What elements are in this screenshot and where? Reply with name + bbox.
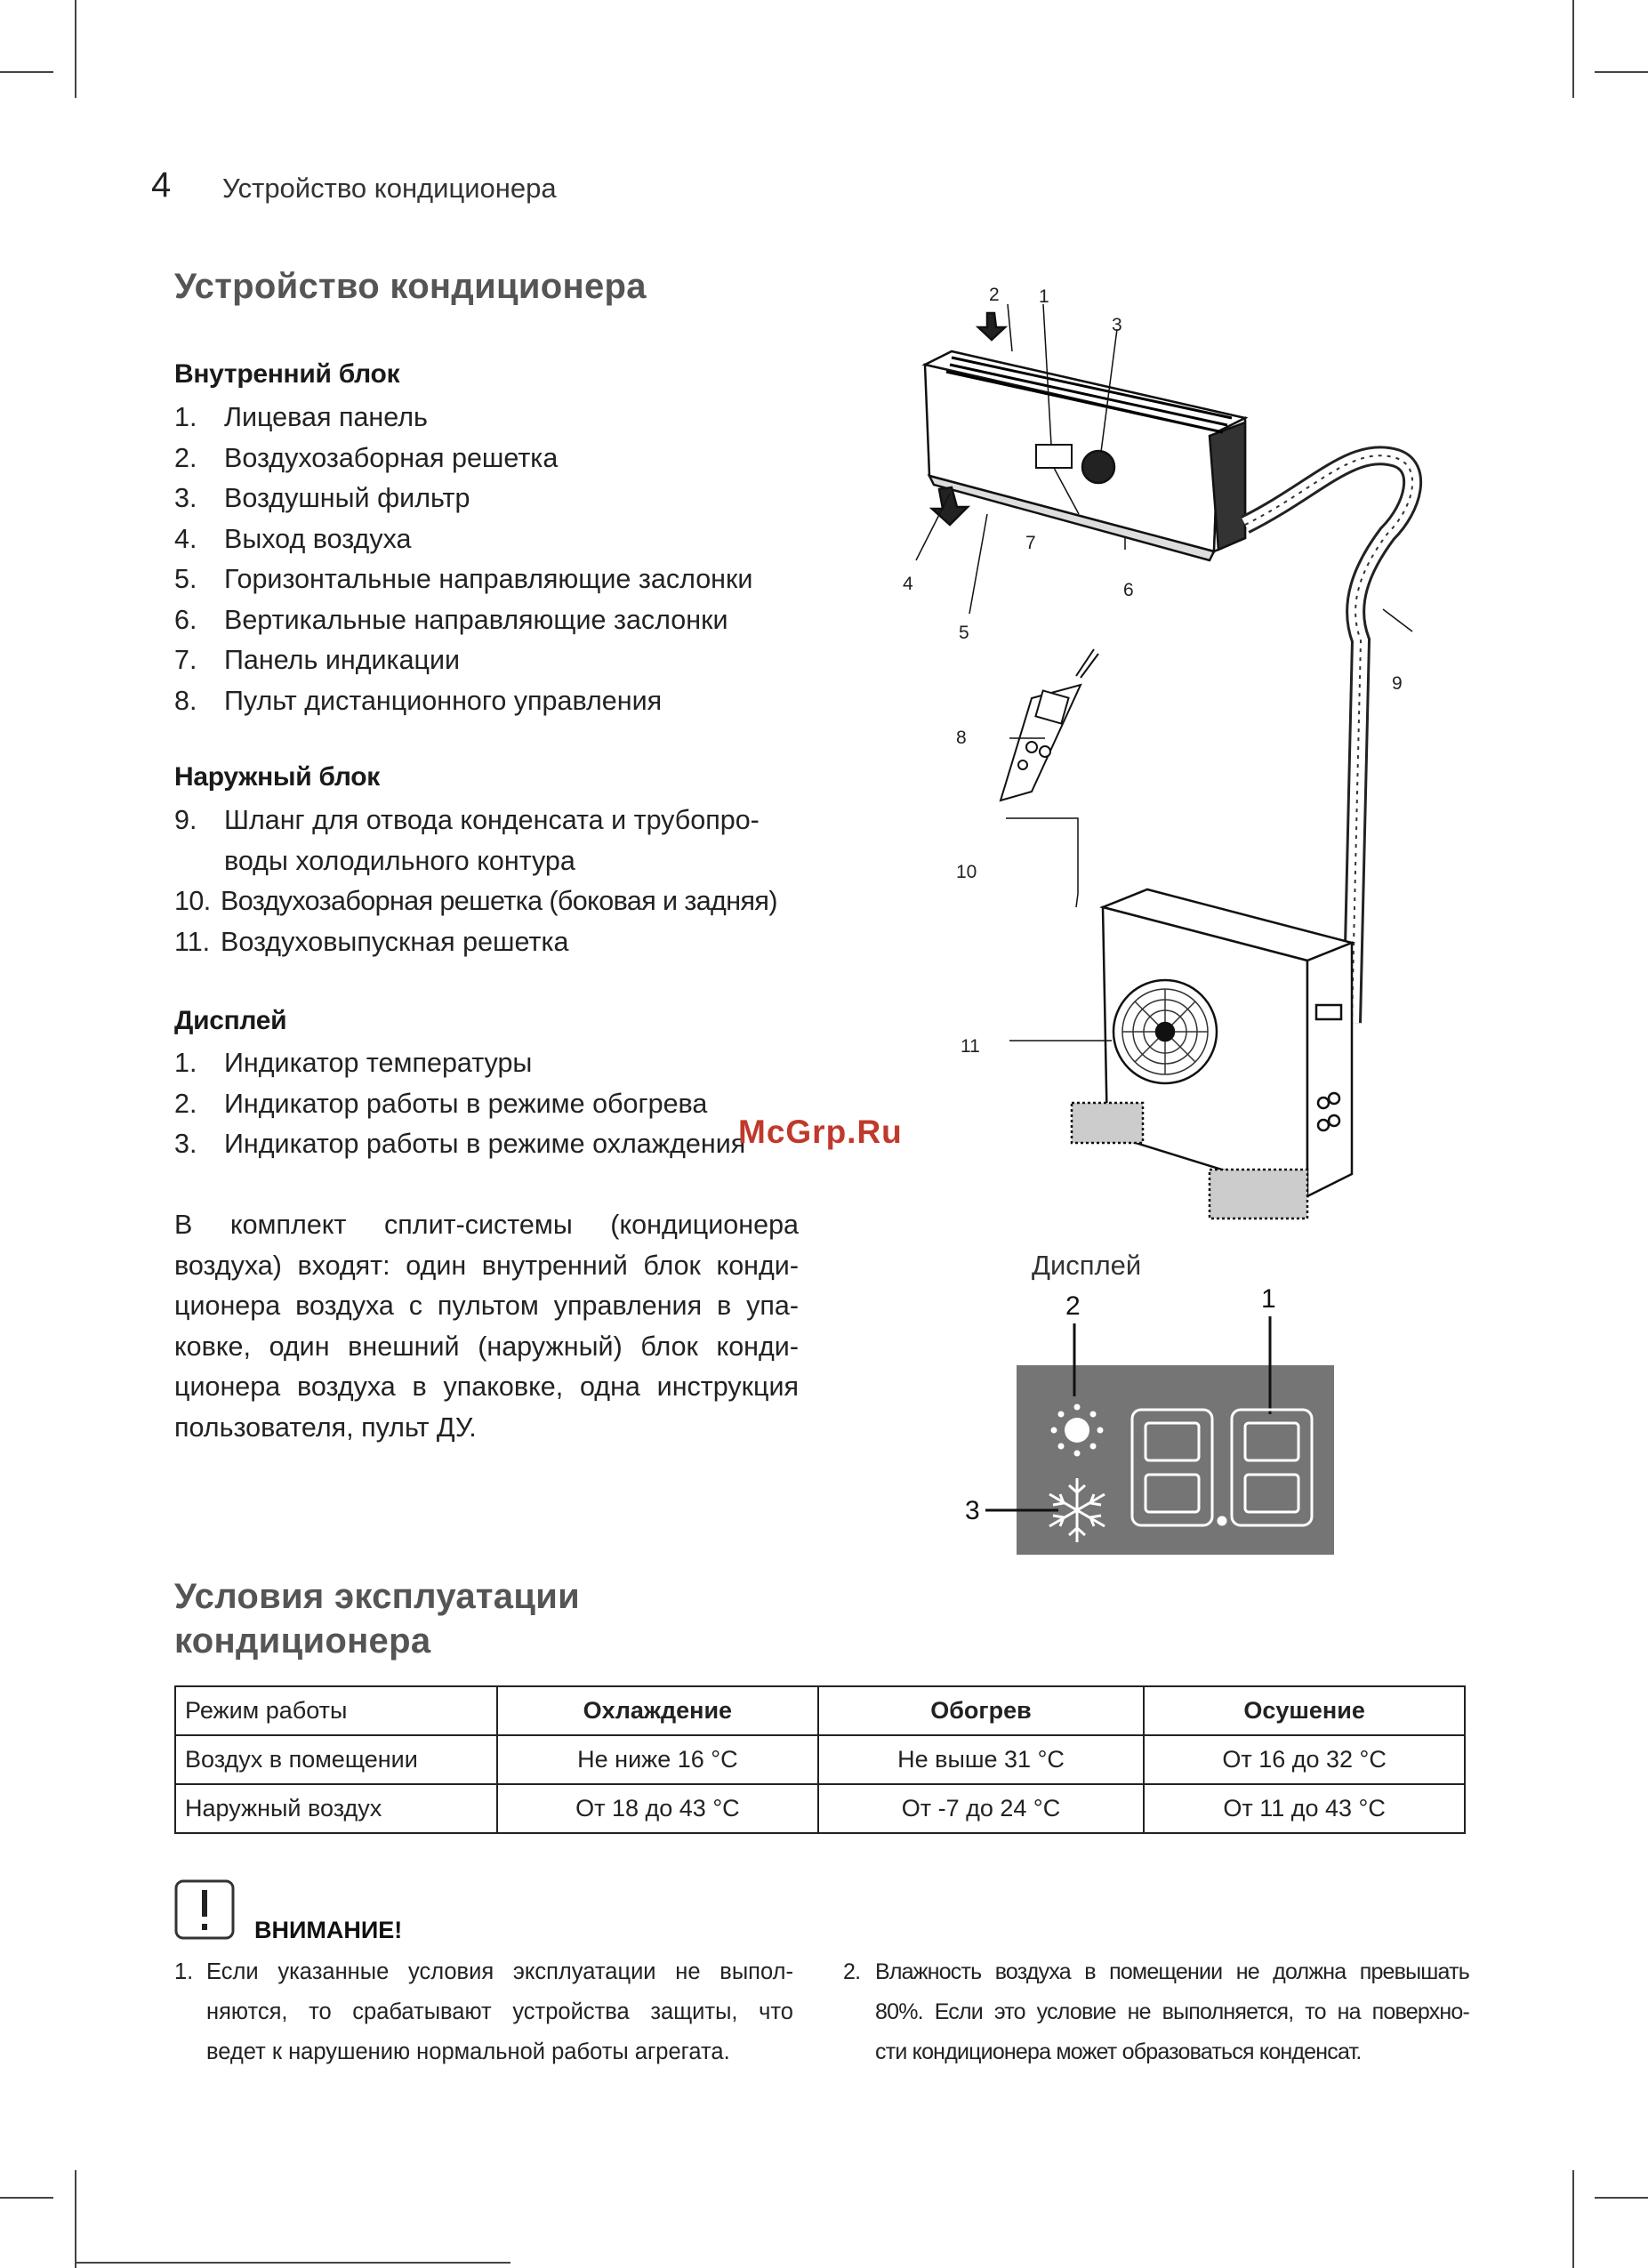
crop-mark xyxy=(75,2262,510,2264)
crop-mark xyxy=(1572,0,1574,98)
table-header-cell: Режим работы xyxy=(175,1686,497,1735)
table-header-cell: Охлаждение xyxy=(497,1686,818,1735)
callout-8: 8 xyxy=(956,728,967,748)
list-item: 2. Индикатор работы в режиме обогрева xyxy=(174,1088,708,1119)
table-cell: Не выше 31 °C xyxy=(818,1735,1144,1784)
crop-mark xyxy=(1595,2197,1648,2199)
table-cell: От 16 до 32 °C xyxy=(1144,1735,1465,1784)
indoor-parts-list xyxy=(174,398,752,721)
list-item: 3. Воздушный фильтр xyxy=(174,483,470,513)
watermark: McGrp.Ru xyxy=(738,1114,903,1150)
warning-note-1: 1. Если указанные условия эксплуатации не выпол- няются, то срабатывают устройства защиты, что ведет к нарушению нормальной работы агрегата. xyxy=(174,1959,793,2064)
running-title: Устройство кондиционера xyxy=(222,173,557,204)
page-number: 4 xyxy=(151,165,172,205)
table-cell: От 18 до 43 °C xyxy=(497,1784,818,1833)
outdoor-parts-list xyxy=(174,800,777,962)
exclamation-icon xyxy=(174,1879,237,1942)
list-item: 10. Воздухозаборная решетка (боковая и задняя) xyxy=(174,886,777,916)
callout-4: 4 xyxy=(903,574,913,594)
kit-description-paragraph: В комплект сплит-системы (кондиционера воздуха) входят: один внутренний блок конди- ционера воздуха с пультом управления в упа- ковке, один внешний (наружный) блок конди- ционера воздуха в упаковке, одна инструкция пользователя, пульт ДУ. xyxy=(174,1210,799,1443)
list-item: 7. Панель индикации xyxy=(174,645,461,675)
callout-9: 9 xyxy=(1392,673,1403,694)
display-parts-list xyxy=(174,1043,745,1165)
list-item: 11. Воздуховыпускная решетка xyxy=(174,926,569,957)
remote-control-drawing xyxy=(1001,649,1098,800)
crop-mark xyxy=(0,71,53,73)
operating-conditions-table xyxy=(174,1685,1466,1834)
table-cell: От 11 до 43 °C xyxy=(1144,1784,1465,1833)
table-cell: От -7 до 24 °C xyxy=(818,1784,1144,1833)
table-cell: Не ниже 16 °C xyxy=(497,1735,818,1784)
callout-6: 6 xyxy=(1123,580,1134,600)
display-title: Дисплей xyxy=(174,1006,287,1035)
section-title: Устройство кондиционера xyxy=(174,267,647,306)
crop-mark xyxy=(0,2197,53,2199)
list-item: 1. Лицевая панель xyxy=(174,402,428,432)
table-header-row xyxy=(175,1686,1465,1735)
list-item: 1. Индикатор температуры xyxy=(174,1048,533,1078)
list-item: 8. Пульт дистанционного управления xyxy=(174,685,663,716)
display-callout-1: 1 xyxy=(1261,1284,1276,1314)
table-cell: Воздух в помещении xyxy=(175,1735,497,1784)
crop-mark xyxy=(75,2170,76,2268)
display-callout-3: 3 xyxy=(965,1496,980,1525)
warning-title: ВНИМАНИЕ! xyxy=(254,1917,403,1943)
table-row xyxy=(175,1735,1465,1784)
display-caption: Дисплей xyxy=(1032,1250,1142,1281)
operating-conditions-title: Условия эксплуатации кондиционера xyxy=(174,1577,580,1661)
table-row xyxy=(175,1784,1465,1833)
crop-mark xyxy=(75,0,76,98)
callout-5: 5 xyxy=(959,623,969,643)
crop-mark xyxy=(1572,2170,1574,2268)
display-panel-diagram xyxy=(961,1281,1352,1565)
list-item: 6. Вертикальные направляющие заслонки xyxy=(174,604,728,635)
list-item-continuation: воды холодильного контура xyxy=(224,845,575,876)
list-item: 2. Воздухозаборная решетка xyxy=(174,442,559,473)
display-callout-2: 2 xyxy=(1065,1291,1081,1321)
callout-10: 10 xyxy=(956,862,977,882)
table-header-cell: Осушение xyxy=(1144,1686,1465,1735)
table-header-cell: Обогрев xyxy=(818,1686,1144,1735)
callout-11: 11 xyxy=(961,1036,980,1057)
crop-mark xyxy=(1595,71,1648,73)
list-item: 5. Горизонтальные направляющие заслонки xyxy=(174,564,753,594)
warning-note-2: 2. Влажность воздуха в помещении не должна превышать 80%. Если это условие не выполняется, то на поверхно- сти кондиционера может образоваться конденсат. xyxy=(843,1959,1469,2064)
callout-3: 3 xyxy=(1112,315,1122,335)
outdoor-unit-drawing xyxy=(1072,889,1352,1218)
callout-7: 7 xyxy=(1025,533,1036,553)
list-item: 9. Шланг для отвода конденсата и трубопро- xyxy=(174,805,760,835)
outdoor-unit-title: Наружный блок xyxy=(174,762,381,792)
indoor-unit-drawing xyxy=(925,313,1245,560)
table-cell: Наружный воздух xyxy=(175,1784,497,1833)
indoor-unit-title: Внутренний блок xyxy=(174,359,400,389)
callout-2: 2 xyxy=(989,285,1000,305)
air-conditioner-diagram xyxy=(854,267,1476,1245)
list-item: 3. Индикатор работы в режиме охлаждения xyxy=(174,1129,746,1159)
list-item: 4. Выход воздуха xyxy=(174,523,412,554)
callout-1: 1 xyxy=(1039,286,1049,307)
